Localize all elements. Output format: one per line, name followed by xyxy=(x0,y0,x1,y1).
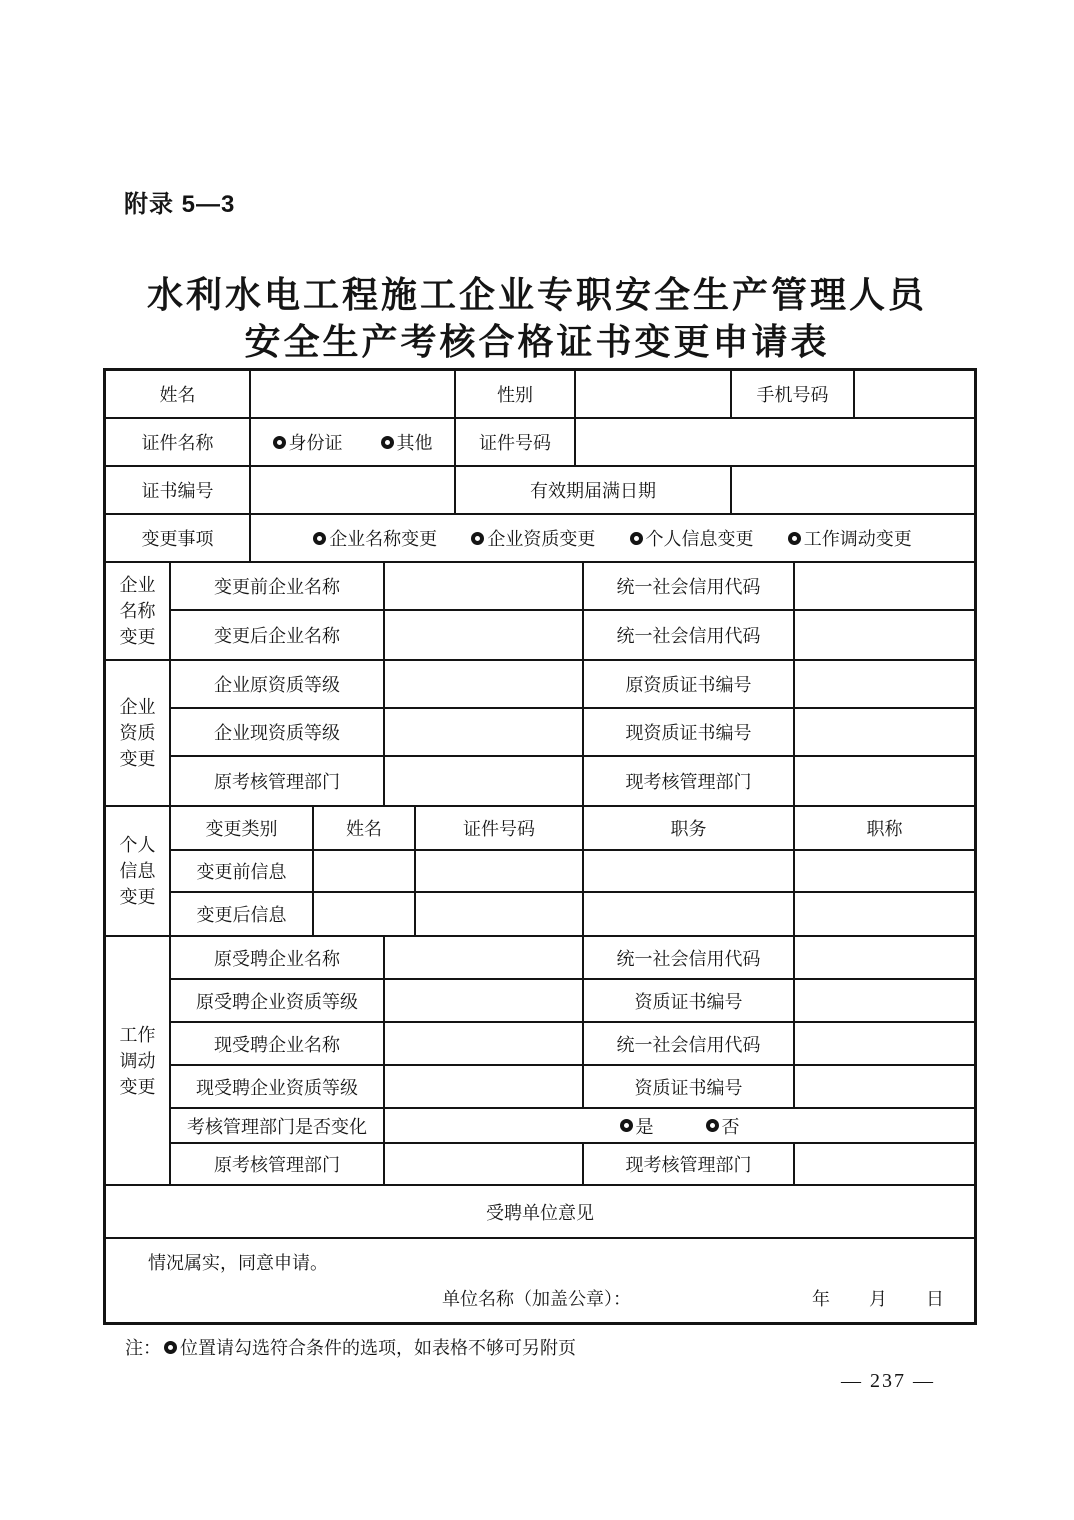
info-after-label: 变更后信息 xyxy=(171,893,314,935)
certno-header: 证件号码 xyxy=(416,807,584,849)
cert-book-no-input-cell[interactable] xyxy=(251,467,456,513)
current-assessment-dept-input-cell[interactable] xyxy=(795,757,974,805)
current-qualification-certno-label: 现资质证书编号 xyxy=(584,709,795,755)
current-qualification-certno-input-cell2[interactable] xyxy=(795,1066,974,1107)
option-idcard[interactable] xyxy=(273,429,343,455)
info-after-title-input-cell[interactable] xyxy=(795,893,974,935)
cert-name-label: 证件名称 xyxy=(106,419,251,465)
row-original-qualification xyxy=(171,661,974,709)
former-employer-name-label: 原受聘企业名称 xyxy=(171,937,385,978)
application-form-table xyxy=(103,368,977,1325)
radio-icon xyxy=(273,436,286,449)
pre-uscc-label: 统一社会信用代码 xyxy=(584,563,795,609)
radio-icon xyxy=(630,532,643,545)
transfer-current-dept-input-cell[interactable] xyxy=(795,1144,974,1184)
row-dept-changed xyxy=(171,1109,974,1144)
option-yes[interactable] xyxy=(620,1113,654,1139)
name-input-cell[interactable] xyxy=(251,371,456,417)
info-after-name-input-cell[interactable] xyxy=(314,893,416,935)
pre-uscc-input-cell[interactable] xyxy=(795,563,974,609)
option-qualification-change-label: 企业资质变更 xyxy=(487,529,596,549)
former-employer-uscc-label: 统一社会信用代码 xyxy=(584,937,795,978)
row-info-before xyxy=(171,851,974,893)
option-qualification-change[interactable] xyxy=(471,525,595,551)
option-no[interactable] xyxy=(706,1113,740,1139)
radio-icon xyxy=(164,1341,177,1354)
row-post-company-name xyxy=(171,611,974,659)
radio-icon xyxy=(471,532,484,545)
transfer-current-dept-label: 现考核管理部门 xyxy=(584,1144,795,1184)
employer-opinion-title: 受聘单位意见 xyxy=(486,1202,594,1223)
section-company-name-change-label: 企业名称变更 xyxy=(106,563,171,659)
option-yes-label: 是 xyxy=(635,1116,654,1137)
row-info-after xyxy=(171,893,974,935)
original-assessment-dept-input-cell[interactable] xyxy=(385,757,584,805)
opinion-statement: 情况属实，同意申请。 xyxy=(148,1253,328,1273)
option-personal-info-change[interactable] xyxy=(630,525,754,551)
post-company-name-label: 变更后企业名称 xyxy=(171,611,385,659)
radio-icon xyxy=(788,532,801,545)
dept-changed-label: 考核管理部门是否变化 xyxy=(171,1109,385,1142)
option-company-name-change[interactable] xyxy=(313,525,437,551)
post-company-name-input-cell[interactable] xyxy=(385,611,584,659)
section-job-transfer-change xyxy=(106,937,974,1186)
info-after-position-input-cell[interactable] xyxy=(584,893,795,935)
option-idcard-label: 身份证 xyxy=(288,433,343,453)
option-company-name-change-label: 企业名称变更 xyxy=(329,529,438,549)
option-no-label: 否 xyxy=(721,1116,740,1137)
employer-opinion-block xyxy=(106,1239,974,1322)
former-employer-qualification-input-cell[interactable] xyxy=(385,980,584,1021)
row-personal-info-header xyxy=(171,807,974,851)
current-employer-name-input-cell[interactable] xyxy=(385,1023,584,1064)
change-category-header: 变更类别 xyxy=(171,807,314,849)
footnote xyxy=(125,1334,576,1360)
post-uscc-input-cell[interactable] xyxy=(795,611,974,659)
row-current-qualification xyxy=(171,709,974,757)
info-before-position-input-cell[interactable] xyxy=(584,851,795,891)
name-label: 姓名 xyxy=(106,371,251,417)
year-label: 年 xyxy=(812,1289,830,1309)
row-current-employer-qualification xyxy=(171,1066,974,1109)
option-other-label: 其他 xyxy=(396,433,433,453)
title-header: 职称 xyxy=(866,819,903,839)
transfer-original-dept-input-cell[interactable] xyxy=(385,1144,584,1184)
current-qualification-label: 企业现资质等级 xyxy=(171,709,385,755)
row-current-employer-name xyxy=(171,1023,974,1066)
expiry-label: 有效期届满日期 xyxy=(456,467,732,513)
page-number: — 237 — xyxy=(841,1370,935,1392)
section-qualification-change xyxy=(106,661,974,807)
original-assessment-dept-label: 原考核管理部门 xyxy=(171,757,385,805)
current-assessment-dept-label: 现考核管理部门 xyxy=(584,757,795,805)
current-employer-qualification-input-cell[interactable] xyxy=(385,1066,584,1107)
current-qualification-certno-label2: 资质证书编号 xyxy=(584,1066,795,1107)
option-job-transfer-change-label: 工作调动变更 xyxy=(803,529,912,549)
section-qualification-change-label: 企业资质变更 xyxy=(106,661,171,805)
position-header: 职务 xyxy=(584,807,795,849)
form-title-line1: 水利水电工程施工企业专职安全生产管理人员 xyxy=(146,274,927,315)
original-qualification-certno-input-cell[interactable] xyxy=(795,661,974,707)
radio-icon xyxy=(313,532,326,545)
gender-input-cell[interactable] xyxy=(576,371,732,417)
row-employer-opinion-heading xyxy=(106,1186,974,1239)
radio-icon xyxy=(381,436,394,449)
original-qualification-label: 企业原资质等级 xyxy=(171,661,385,707)
cert-no-label: 证件号码 xyxy=(456,419,576,465)
row-pre-company-name xyxy=(171,563,974,611)
original-qualification-input-cell[interactable] xyxy=(385,661,584,707)
info-after-certno-input-cell[interactable] xyxy=(416,893,584,935)
phone-input-cell[interactable] xyxy=(855,371,974,417)
option-personal-info-change-label: 个人信息变更 xyxy=(645,529,754,549)
row-former-employer-qualification xyxy=(171,980,974,1023)
appendix-label: 附录 5—3 xyxy=(124,191,236,218)
footnote-prefix: 注： xyxy=(125,1338,161,1358)
row-certificate-book xyxy=(106,467,974,515)
dept-changed-options-cell xyxy=(385,1109,974,1142)
radio-icon xyxy=(620,1119,633,1132)
former-qualification-certno-input-cell[interactable] xyxy=(795,980,974,1021)
post-uscc-label: 统一社会信用代码 xyxy=(584,611,795,659)
former-employer-uscc-input-cell[interactable] xyxy=(795,937,974,978)
month-label: 月 xyxy=(869,1289,887,1309)
info-before-title-input-cell[interactable] xyxy=(795,851,974,891)
former-qualification-certno-label: 资质证书编号 xyxy=(584,980,795,1021)
phone-label: 手机号码 xyxy=(732,371,855,417)
former-employer-name-input-cell[interactable] xyxy=(385,937,584,978)
row-certificate xyxy=(106,419,974,467)
option-job-transfer-change[interactable] xyxy=(788,525,912,551)
form-title-line2: 安全生产考核合格证书变更申请表 xyxy=(244,321,830,362)
expiry-input-cell[interactable] xyxy=(732,467,974,513)
option-other[interactable] xyxy=(381,429,433,455)
seal-label: 单位名称（加盖公章）： xyxy=(442,1289,631,1309)
gender-label: 性别 xyxy=(456,371,576,417)
former-employer-qualification-label: 原受聘企业资质等级 xyxy=(171,980,385,1021)
info-before-label: 变更前信息 xyxy=(171,851,314,891)
transfer-original-dept-label: 原考核管理部门 xyxy=(171,1144,385,1184)
form-title xyxy=(0,271,1074,365)
day-label: 日 xyxy=(926,1289,944,1309)
row-basic-identity xyxy=(106,371,974,419)
row-transfer-assessment-depts xyxy=(171,1144,974,1184)
row-former-employer-name xyxy=(171,937,974,980)
info-before-name-input-cell[interactable] xyxy=(314,851,416,891)
cert-book-no-label: 证书编号 xyxy=(106,467,251,513)
change-item-options-cell xyxy=(251,515,974,561)
current-employer-name-label: 现受聘企业名称 xyxy=(171,1023,385,1064)
pre-company-name-label: 变更前企业名称 xyxy=(171,563,385,609)
section-company-name-change xyxy=(106,563,974,661)
current-employer-qualification-label: 现受聘企业资质等级 xyxy=(171,1066,385,1107)
row-assessment-departments xyxy=(171,757,974,805)
section-job-transfer-change-label: 工作调动变更 xyxy=(106,937,171,1184)
cert-type-options-cell xyxy=(251,419,456,465)
footnote-text: 位置请勾选符合条件的选项，如表格不够可另附页 xyxy=(180,1338,576,1358)
current-qualification-certno-input-cell[interactable] xyxy=(795,709,974,755)
current-employer-uscc-label: 统一社会信用代码 xyxy=(584,1023,795,1064)
date-fields xyxy=(812,1285,944,1311)
pre-company-name-input-cell[interactable] xyxy=(385,563,584,609)
change-items-label: 变更事项 xyxy=(106,515,251,561)
original-qualification-certno-label: 原资质证书编号 xyxy=(584,661,795,707)
radio-icon xyxy=(706,1119,719,1132)
current-qualification-input-cell[interactable] xyxy=(385,709,584,755)
name-header: 姓名 xyxy=(314,807,416,849)
section-personal-info-change-label: 个人信息变更 xyxy=(106,807,171,935)
info-before-certno-input-cell[interactable] xyxy=(416,851,584,891)
current-employer-uscc-input-cell[interactable] xyxy=(795,1023,974,1064)
section-personal-info-change xyxy=(106,807,974,937)
row-change-items xyxy=(106,515,974,563)
cert-no-input-cell[interactable] xyxy=(576,419,974,465)
